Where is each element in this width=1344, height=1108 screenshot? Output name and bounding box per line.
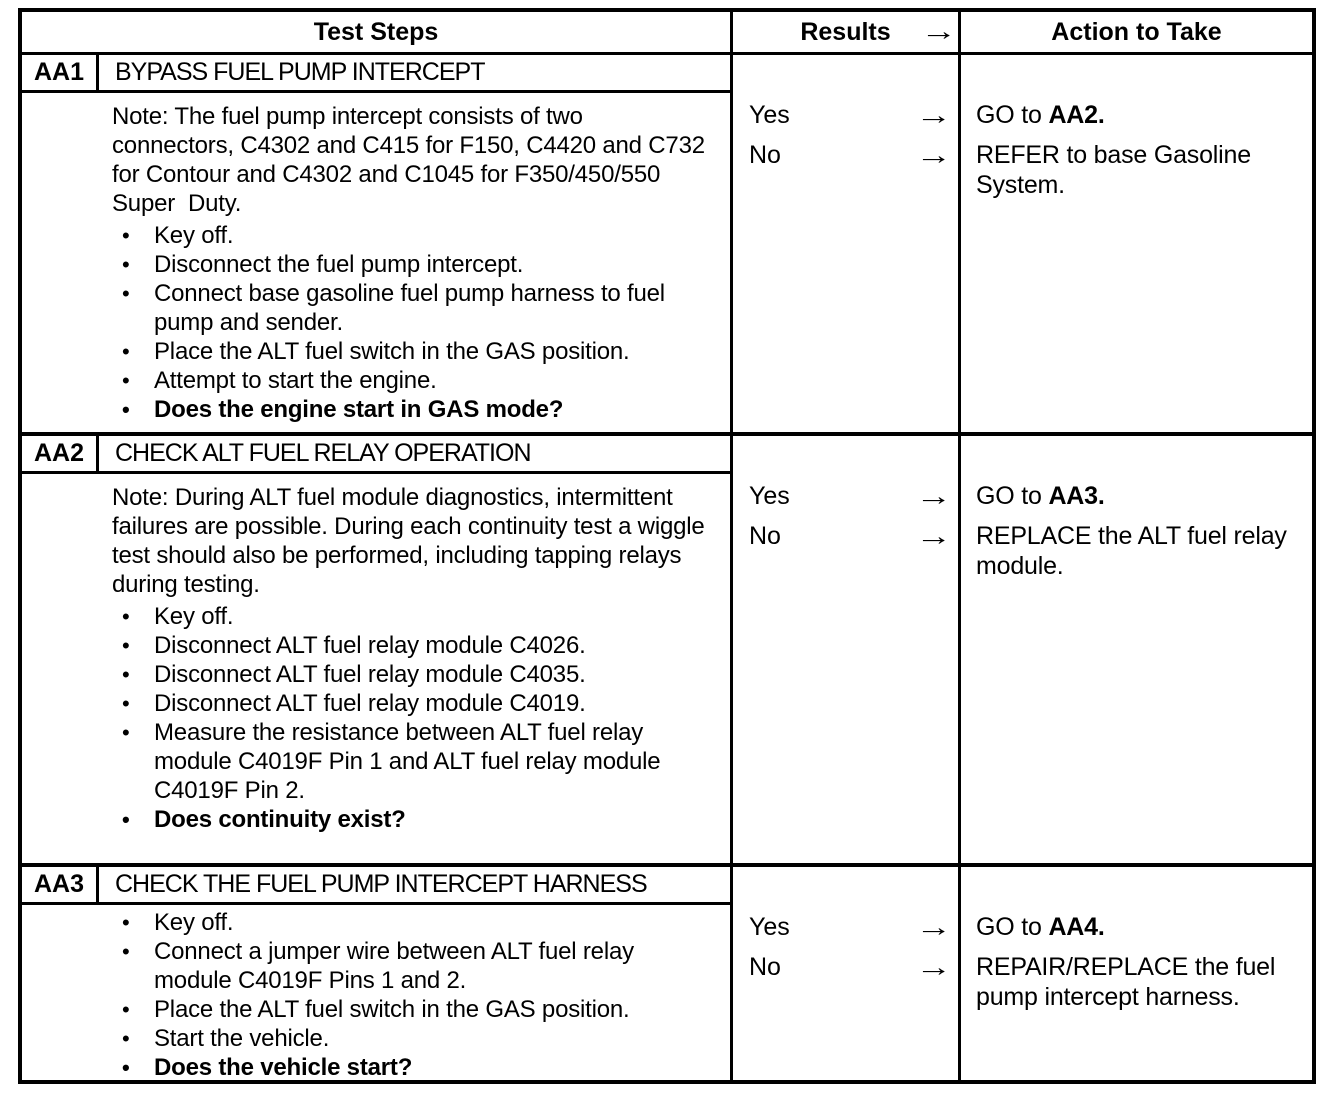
- action-text-segment: REPLACE the ALT fuel relay module.: [976, 522, 1287, 580]
- test-step: [22, 1024, 730, 1053]
- test-step: [22, 718, 730, 805]
- test-steps-cell: [22, 436, 730, 863]
- test-title: CHECK THE FUEL PUMP INTERCEPT HARNESS: [115, 870, 647, 898]
- test-steps-cell: [22, 55, 730, 432]
- results-cell: [730, 436, 958, 863]
- test-step-text: Key off.: [154, 909, 234, 936]
- column-header-test-steps: [22, 12, 730, 52]
- test-step-text: Connect base gasoline fuel pump harness to fuel pump and sender.: [154, 280, 665, 336]
- action-line: [976, 140, 1302, 200]
- result-line: [749, 522, 952, 551]
- test-steps-list: [22, 602, 730, 834]
- test-step: [22, 250, 730, 279]
- test-step-text: Does the vehicle start?: [154, 1054, 413, 1081]
- test-steps-list: [22, 908, 730, 1082]
- result-label: Yes: [749, 101, 790, 129]
- bullet-icon: •: [122, 662, 130, 687]
- result-line: [749, 913, 952, 942]
- test-heading: [22, 436, 730, 474]
- result-label: No: [749, 953, 781, 981]
- test-step: [22, 631, 730, 660]
- test-step-text: Key off.: [154, 603, 234, 630]
- test-heading: [22, 867, 730, 905]
- action-line: [976, 521, 1302, 581]
- bullet-icon: •: [122, 910, 130, 935]
- test-step: [22, 805, 730, 834]
- test-step-text: Measure the resistance between ALT fuel relay module C4019F Pin 1 and ALT fuel relay module C4019F Pin 2.: [154, 719, 661, 804]
- test-step: [22, 221, 730, 250]
- action-text-segment: AA3.: [1048, 482, 1105, 510]
- test-step: [22, 1053, 730, 1082]
- action-cell: [958, 55, 1312, 432]
- result-line: [749, 482, 952, 511]
- bullet-icon: •: [122, 397, 130, 422]
- action-text-segment: GO to: [976, 482, 1049, 510]
- results-cell: [730, 867, 958, 1082]
- action-text-segment: REPAIR/REPLACE the fuel pump intercept harness.: [976, 953, 1276, 1011]
- test-step-text: Attempt to start the engine.: [154, 367, 437, 394]
- test-steps-header-label: Test Steps: [313, 17, 439, 46]
- right-arrow-icon: →: [915, 521, 952, 551]
- test-step-text: Connect a jumper wire between ALT fuel relay module C4019F Pins 1 and 2.: [154, 938, 634, 994]
- test-heading: [22, 55, 730, 93]
- bullet-icon: •: [122, 720, 130, 745]
- bullet-icon: •: [122, 691, 130, 716]
- right-arrow-icon: →: [915, 140, 952, 170]
- action-text-segment: GO to: [976, 913, 1049, 941]
- test-step: [22, 395, 730, 424]
- test-step: [22, 689, 730, 718]
- bullet-icon: •: [122, 223, 130, 248]
- right-arrow-icon: →: [915, 952, 952, 982]
- test-note: Note: The fuel pump intercept consists of two connectors, C4302 and C415 for F150, C4420 and C732 for Contour and C4302 and C1045 for F350/450/550 Super Duty.: [112, 103, 712, 217]
- test-step-text: Disconnect ALT fuel relay module C4026.: [154, 632, 586, 659]
- action-header-label: Action to Take: [1051, 17, 1222, 46]
- result-line: [749, 141, 952, 170]
- results-cell: [730, 55, 958, 432]
- test-step: [22, 279, 730, 337]
- action-text-segment: AA2.: [1048, 101, 1105, 129]
- table-header-row: [22, 12, 1312, 55]
- result-label: Yes: [749, 913, 790, 941]
- test-row: [22, 432, 1312, 863]
- action-cell: [958, 436, 1312, 863]
- result-label: No: [749, 141, 781, 169]
- test-step-text: Start the vehicle.: [154, 1025, 330, 1052]
- right-arrow-icon: →: [915, 481, 952, 511]
- test-step-text: Does the engine start in GAS mode?: [154, 396, 564, 423]
- test-step: [22, 337, 730, 366]
- result-label: Yes: [749, 482, 790, 510]
- action-line: [976, 952, 1302, 1012]
- action-text-segment: GO to: [976, 101, 1049, 129]
- test-step: [22, 602, 730, 631]
- test-steps-list: [22, 221, 730, 424]
- action-text-segment: REFER to base Gasoline System.: [976, 141, 1251, 199]
- table-body: [22, 55, 1312, 1082]
- test-title: BYPASS FUEL PUMP INTERCEPT: [115, 58, 485, 86]
- bullet-icon: •: [122, 339, 130, 364]
- test-row: [22, 55, 1312, 432]
- bullet-icon: •: [122, 939, 130, 964]
- column-header-results: [730, 12, 958, 52]
- right-arrow-icon: →: [915, 912, 952, 942]
- test-step: [22, 937, 730, 995]
- test-title: CHECK ALT FUEL RELAY OPERATION: [115, 439, 531, 467]
- test-step-text: Place the ALT fuel switch in the GAS position.: [154, 338, 630, 365]
- result-line: [749, 101, 952, 130]
- test-row: [22, 863, 1312, 1082]
- test-step-text: Does continuity exist?: [154, 806, 406, 833]
- action-text-segment: AA4.: [1048, 913, 1105, 941]
- action-cell: [958, 867, 1312, 1082]
- bullet-icon: •: [122, 633, 130, 658]
- test-steps-cell: [22, 867, 730, 1082]
- bullet-icon: •: [122, 368, 130, 393]
- test-step-text: Disconnect the fuel pump intercept.: [154, 251, 524, 278]
- test-step-text: Disconnect ALT fuel relay module C4019.: [154, 690, 586, 717]
- test-id: AA3: [22, 867, 99, 902]
- action-line: [976, 481, 1302, 511]
- test-step-text: Place the ALT fuel switch in the GAS position.: [154, 996, 630, 1023]
- result-line: [749, 953, 952, 982]
- test-step-text: Key off.: [154, 222, 234, 249]
- action-line: [976, 912, 1302, 942]
- bullet-icon: •: [122, 1055, 130, 1080]
- bullet-icon: •: [122, 1026, 130, 1051]
- results-header-label: Results: [800, 17, 891, 46]
- bullet-icon: •: [122, 604, 130, 629]
- test-step: [22, 995, 730, 1024]
- right-arrow-icon: →: [920, 16, 957, 46]
- test-id: AA1: [22, 55, 99, 90]
- column-header-action-to-take: [958, 12, 1312, 52]
- action-line: [976, 100, 1302, 130]
- test-step: [22, 660, 730, 689]
- pinpoint-test-table: [18, 8, 1316, 1084]
- test-id: AA2: [22, 436, 99, 471]
- result-label: No: [749, 522, 781, 550]
- test-note: Note: During ALT fuel module diagnostics, intermittent failures are possible. During each continuity test a wiggle test should also be performed, including tapping relays during testing.: [112, 484, 711, 598]
- test-step: [22, 908, 730, 937]
- test-step-text: Disconnect ALT fuel relay module C4035.: [154, 661, 586, 688]
- bullet-icon: •: [122, 997, 130, 1022]
- right-arrow-icon: →: [915, 100, 952, 130]
- bullet-icon: •: [122, 252, 130, 277]
- bullet-icon: •: [122, 807, 130, 832]
- test-step: [22, 366, 730, 395]
- bullet-icon: •: [122, 281, 130, 306]
